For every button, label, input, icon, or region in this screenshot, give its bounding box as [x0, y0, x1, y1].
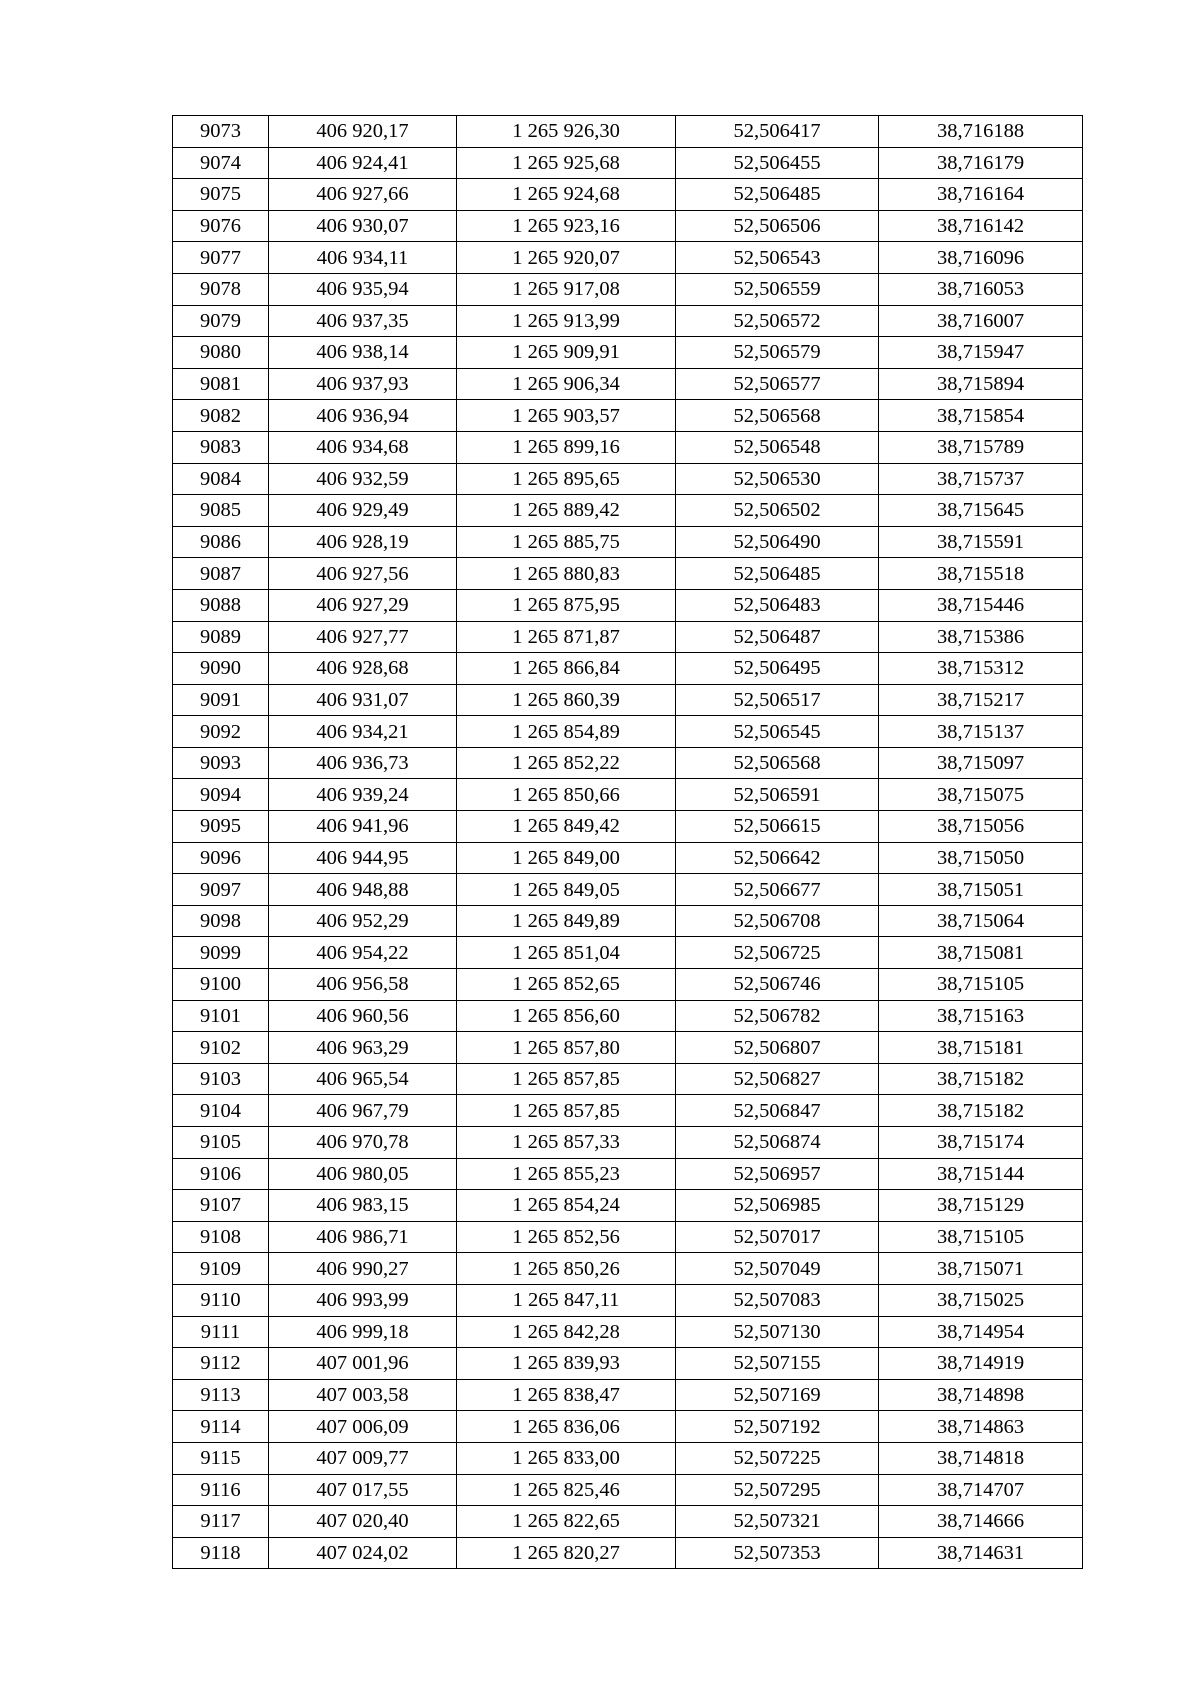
table-row	[173, 1537, 1083, 1569]
latitude-cell: 52,506827	[676, 1063, 879, 1095]
y-coordinate-cell: 1 265 885,75	[457, 526, 676, 558]
table-row	[173, 1095, 1083, 1127]
x-coordinate-cell: 406 934,11	[269, 242, 457, 274]
latitude-cell: 52,507353	[676, 1537, 879, 1569]
longitude-cell: 38,715312	[879, 653, 1083, 685]
table-row	[173, 1063, 1083, 1095]
y-coordinate-cell: 1 265 924,68	[457, 179, 676, 211]
longitude-cell: 38,715071	[879, 1253, 1083, 1285]
y-coordinate-cell: 1 265 917,08	[457, 273, 676, 305]
longitude-cell: 38,715894	[879, 368, 1083, 400]
latitude-cell: 52,506483	[676, 589, 879, 621]
table-row	[173, 495, 1083, 527]
table-row	[173, 1221, 1083, 1253]
x-coordinate-cell: 407 001,96	[269, 1348, 457, 1380]
table-row	[173, 463, 1083, 495]
y-coordinate-cell: 1 265 899,16	[457, 431, 676, 463]
point-number-cell: 9089	[173, 621, 269, 653]
longitude-cell: 38,714631	[879, 1537, 1083, 1569]
table-row	[173, 1474, 1083, 1506]
table-row	[173, 716, 1083, 748]
table-row	[173, 337, 1083, 369]
point-number-cell: 9103	[173, 1063, 269, 1095]
latitude-cell: 52,506568	[676, 400, 879, 432]
x-coordinate-cell: 406 960,56	[269, 1000, 457, 1032]
latitude-cell: 52,506847	[676, 1095, 879, 1127]
table-row	[173, 147, 1083, 179]
y-coordinate-cell: 1 265 923,16	[457, 210, 676, 242]
point-number-cell: 9118	[173, 1537, 269, 1569]
table-row	[173, 1316, 1083, 1348]
y-coordinate-cell: 1 265 857,33	[457, 1127, 676, 1159]
latitude-cell: 52,506725	[676, 937, 879, 969]
point-number-cell: 9117	[173, 1506, 269, 1538]
latitude-cell: 52,506559	[676, 273, 879, 305]
latitude-cell: 52,506874	[676, 1127, 879, 1159]
latitude-cell: 52,506957	[676, 1158, 879, 1190]
x-coordinate-cell: 406 948,88	[269, 874, 457, 906]
x-coordinate-cell: 406 929,49	[269, 495, 457, 527]
point-number-cell: 9073	[173, 116, 269, 148]
point-number-cell: 9093	[173, 747, 269, 779]
x-coordinate-cell: 407 003,58	[269, 1379, 457, 1411]
x-coordinate-cell: 406 935,94	[269, 273, 457, 305]
latitude-cell: 52,506543	[676, 242, 879, 274]
longitude-cell: 38,715181	[879, 1032, 1083, 1064]
x-coordinate-cell: 406 928,19	[269, 526, 457, 558]
longitude-cell: 38,715217	[879, 684, 1083, 716]
table-row	[173, 273, 1083, 305]
longitude-cell: 38,715081	[879, 937, 1083, 969]
y-coordinate-cell: 1 265 857,85	[457, 1095, 676, 1127]
longitude-cell: 38,715025	[879, 1284, 1083, 1316]
x-coordinate-cell: 406 937,35	[269, 305, 457, 337]
latitude-cell: 52,507049	[676, 1253, 879, 1285]
y-coordinate-cell: 1 265 854,24	[457, 1190, 676, 1222]
x-coordinate-cell: 406 944,95	[269, 842, 457, 874]
longitude-cell: 38,715947	[879, 337, 1083, 369]
latitude-cell: 52,506746	[676, 969, 879, 1001]
longitude-cell: 38,716179	[879, 147, 1083, 179]
point-number-cell: 9108	[173, 1221, 269, 1253]
longitude-cell: 38,715064	[879, 905, 1083, 937]
table-row	[173, 210, 1083, 242]
y-coordinate-cell: 1 265 851,04	[457, 937, 676, 969]
latitude-cell: 52,506677	[676, 874, 879, 906]
point-number-cell: 9100	[173, 969, 269, 1001]
longitude-cell: 38,715518	[879, 558, 1083, 590]
table-row	[173, 905, 1083, 937]
x-coordinate-cell: 406 938,14	[269, 337, 457, 369]
table-row	[173, 305, 1083, 337]
point-number-cell: 9080	[173, 337, 269, 369]
y-coordinate-cell: 1 265 852,56	[457, 1221, 676, 1253]
table-row	[173, 1190, 1083, 1222]
table-row	[173, 368, 1083, 400]
latitude-cell: 52,506708	[676, 905, 879, 937]
latitude-cell: 52,506502	[676, 495, 879, 527]
latitude-cell: 52,506615	[676, 811, 879, 843]
point-number-cell: 9085	[173, 495, 269, 527]
point-number-cell: 9097	[173, 874, 269, 906]
longitude-cell: 38,714818	[879, 1442, 1083, 1474]
y-coordinate-cell: 1 265 855,23	[457, 1158, 676, 1190]
table-row	[173, 621, 1083, 653]
x-coordinate-cell: 407 020,40	[269, 1506, 457, 1538]
point-number-cell: 9101	[173, 1000, 269, 1032]
x-coordinate-cell: 406 931,07	[269, 684, 457, 716]
y-coordinate-cell: 1 265 871,87	[457, 621, 676, 653]
point-number-cell: 9110	[173, 1284, 269, 1316]
longitude-cell: 38,714919	[879, 1348, 1083, 1380]
point-number-cell: 9088	[173, 589, 269, 621]
x-coordinate-cell: 406 936,73	[269, 747, 457, 779]
longitude-cell: 38,715051	[879, 874, 1083, 906]
table-row	[173, 811, 1083, 843]
x-coordinate-cell: 406 963,29	[269, 1032, 457, 1064]
x-coordinate-cell: 406 941,96	[269, 811, 457, 843]
table-row	[173, 842, 1083, 874]
y-coordinate-cell: 1 265 854,89	[457, 716, 676, 748]
point-number-cell: 9109	[173, 1253, 269, 1285]
point-number-cell: 9086	[173, 526, 269, 558]
x-coordinate-cell: 406 967,79	[269, 1095, 457, 1127]
x-coordinate-cell: 406 939,24	[269, 779, 457, 811]
longitude-cell: 38,715144	[879, 1158, 1083, 1190]
y-coordinate-cell: 1 265 866,84	[457, 653, 676, 685]
longitude-cell: 38,715129	[879, 1190, 1083, 1222]
y-coordinate-cell: 1 265 852,65	[457, 969, 676, 1001]
point-number-cell: 9087	[173, 558, 269, 590]
y-coordinate-cell: 1 265 926,30	[457, 116, 676, 148]
table-row	[173, 1000, 1083, 1032]
table-row	[173, 969, 1083, 1001]
y-coordinate-cell: 1 265 856,60	[457, 1000, 676, 1032]
longitude-cell: 38,714898	[879, 1379, 1083, 1411]
latitude-cell: 52,506495	[676, 653, 879, 685]
longitude-cell: 38,715591	[879, 526, 1083, 558]
y-coordinate-cell: 1 265 820,27	[457, 1537, 676, 1569]
table-row	[173, 1411, 1083, 1443]
latitude-cell: 52,506782	[676, 1000, 879, 1032]
x-coordinate-cell: 406 936,94	[269, 400, 457, 432]
point-number-cell: 9079	[173, 305, 269, 337]
y-coordinate-cell: 1 265 860,39	[457, 684, 676, 716]
longitude-cell: 38,714863	[879, 1411, 1083, 1443]
table-row	[173, 1379, 1083, 1411]
point-number-cell: 9115	[173, 1442, 269, 1474]
x-coordinate-cell: 406 954,22	[269, 937, 457, 969]
point-number-cell: 9116	[173, 1474, 269, 1506]
table-row	[173, 1127, 1083, 1159]
x-coordinate-cell: 406 956,58	[269, 969, 457, 1001]
y-coordinate-cell: 1 265 875,95	[457, 589, 676, 621]
table-row	[173, 874, 1083, 906]
y-coordinate-cell: 1 265 849,00	[457, 842, 676, 874]
latitude-cell: 52,507130	[676, 1316, 879, 1348]
longitude-cell: 38,715386	[879, 621, 1083, 653]
x-coordinate-cell: 406 934,68	[269, 431, 457, 463]
latitude-cell: 52,507192	[676, 1411, 879, 1443]
latitude-cell: 52,507083	[676, 1284, 879, 1316]
point-number-cell: 9091	[173, 684, 269, 716]
longitude-cell: 38,715105	[879, 969, 1083, 1001]
x-coordinate-cell: 406 999,18	[269, 1316, 457, 1348]
y-coordinate-cell: 1 265 839,93	[457, 1348, 676, 1380]
latitude-cell: 52,506985	[676, 1190, 879, 1222]
latitude-cell: 52,507295	[676, 1474, 879, 1506]
x-coordinate-cell: 407 009,77	[269, 1442, 457, 1474]
y-coordinate-cell: 1 265 913,99	[457, 305, 676, 337]
point-number-cell: 9114	[173, 1411, 269, 1443]
point-number-cell: 9092	[173, 716, 269, 748]
x-coordinate-cell: 406 927,56	[269, 558, 457, 590]
longitude-cell: 38,715137	[879, 716, 1083, 748]
point-number-cell: 9090	[173, 653, 269, 685]
y-coordinate-cell: 1 265 889,42	[457, 495, 676, 527]
y-coordinate-cell: 1 265 920,07	[457, 242, 676, 274]
y-coordinate-cell: 1 265 822,65	[457, 1506, 676, 1538]
table-row	[173, 937, 1083, 969]
point-number-cell: 9113	[173, 1379, 269, 1411]
latitude-cell: 52,506517	[676, 684, 879, 716]
longitude-cell: 38,715182	[879, 1063, 1083, 1095]
point-number-cell: 9084	[173, 463, 269, 495]
point-number-cell: 9105	[173, 1127, 269, 1159]
table-row	[173, 1284, 1083, 1316]
y-coordinate-cell: 1 265 849,42	[457, 811, 676, 843]
point-number-cell: 9096	[173, 842, 269, 874]
longitude-cell: 38,716164	[879, 179, 1083, 211]
table-row	[173, 558, 1083, 590]
x-coordinate-cell: 407 006,09	[269, 1411, 457, 1443]
point-number-cell: 9111	[173, 1316, 269, 1348]
point-number-cell: 9095	[173, 811, 269, 843]
y-coordinate-cell: 1 265 925,68	[457, 147, 676, 179]
x-coordinate-cell: 406 965,54	[269, 1063, 457, 1095]
table-row	[173, 779, 1083, 811]
x-coordinate-cell: 406 980,05	[269, 1158, 457, 1190]
table-row	[173, 1253, 1083, 1285]
latitude-cell: 52,507169	[676, 1379, 879, 1411]
latitude-cell: 52,506572	[676, 305, 879, 337]
point-number-cell: 9104	[173, 1095, 269, 1127]
y-coordinate-cell: 1 265 849,89	[457, 905, 676, 937]
x-coordinate-cell: 406 983,15	[269, 1190, 457, 1222]
latitude-cell: 52,506490	[676, 526, 879, 558]
x-coordinate-cell: 406 993,99	[269, 1284, 457, 1316]
y-coordinate-cell: 1 265 909,91	[457, 337, 676, 369]
y-coordinate-cell: 1 265 825,46	[457, 1474, 676, 1506]
y-coordinate-cell: 1 265 857,80	[457, 1032, 676, 1064]
point-number-cell: 9081	[173, 368, 269, 400]
longitude-cell: 38,714954	[879, 1316, 1083, 1348]
x-coordinate-cell: 406 930,07	[269, 210, 457, 242]
point-number-cell: 9076	[173, 210, 269, 242]
longitude-cell: 38,716096	[879, 242, 1083, 274]
y-coordinate-cell: 1 265 857,85	[457, 1063, 676, 1095]
x-coordinate-cell: 406 970,78	[269, 1127, 457, 1159]
point-number-cell: 9082	[173, 400, 269, 432]
longitude-cell: 38,716188	[879, 116, 1083, 148]
latitude-cell: 52,506548	[676, 431, 879, 463]
point-number-cell: 9094	[173, 779, 269, 811]
table-row	[173, 1506, 1083, 1538]
y-coordinate-cell: 1 265 836,06	[457, 1411, 676, 1443]
longitude-cell: 38,715075	[879, 779, 1083, 811]
x-coordinate-cell: 406 920,17	[269, 116, 457, 148]
y-coordinate-cell: 1 265 895,65	[457, 463, 676, 495]
point-number-cell: 9099	[173, 937, 269, 969]
latitude-cell: 52,506807	[676, 1032, 879, 1064]
x-coordinate-cell: 406 928,68	[269, 653, 457, 685]
x-coordinate-cell: 406 927,66	[269, 179, 457, 211]
latitude-cell: 52,506579	[676, 337, 879, 369]
y-coordinate-cell: 1 265 842,28	[457, 1316, 676, 1348]
x-coordinate-cell: 406 932,59	[269, 463, 457, 495]
longitude-cell: 38,716053	[879, 273, 1083, 305]
point-number-cell: 9074	[173, 147, 269, 179]
latitude-cell: 52,506591	[676, 779, 879, 811]
longitude-cell: 38,715174	[879, 1127, 1083, 1159]
table-row	[173, 1348, 1083, 1380]
point-number-cell: 9102	[173, 1032, 269, 1064]
x-coordinate-cell: 406 927,77	[269, 621, 457, 653]
table-row	[173, 1442, 1083, 1474]
y-coordinate-cell: 1 265 838,47	[457, 1379, 676, 1411]
y-coordinate-cell: 1 265 833,00	[457, 1442, 676, 1474]
latitude-cell: 52,506417	[676, 116, 879, 148]
y-coordinate-cell: 1 265 850,26	[457, 1253, 676, 1285]
latitude-cell: 52,506485	[676, 179, 879, 211]
point-number-cell: 9075	[173, 179, 269, 211]
x-coordinate-cell: 406 952,29	[269, 905, 457, 937]
y-coordinate-cell: 1 265 849,05	[457, 874, 676, 906]
point-number-cell: 9098	[173, 905, 269, 937]
longitude-cell: 38,714666	[879, 1506, 1083, 1538]
latitude-cell: 52,507321	[676, 1506, 879, 1538]
longitude-cell: 38,715645	[879, 495, 1083, 527]
longitude-cell: 38,715789	[879, 431, 1083, 463]
table-row	[173, 400, 1083, 432]
table-row	[173, 747, 1083, 779]
y-coordinate-cell: 1 265 880,83	[457, 558, 676, 590]
coordinates-table	[172, 115, 1083, 1569]
latitude-cell: 52,507225	[676, 1442, 879, 1474]
latitude-cell: 52,506455	[676, 147, 879, 179]
latitude-cell: 52,506485	[676, 558, 879, 590]
y-coordinate-cell: 1 265 852,22	[457, 747, 676, 779]
longitude-cell: 38,716007	[879, 305, 1083, 337]
coordinates-table-body	[173, 116, 1083, 1569]
table-row	[173, 179, 1083, 211]
table-row	[173, 242, 1083, 274]
table-row	[173, 526, 1083, 558]
x-coordinate-cell: 407 024,02	[269, 1537, 457, 1569]
x-coordinate-cell: 406 937,93	[269, 368, 457, 400]
table-row	[173, 684, 1083, 716]
longitude-cell: 38,715056	[879, 811, 1083, 843]
longitude-cell: 38,714707	[879, 1474, 1083, 1506]
point-number-cell: 9078	[173, 273, 269, 305]
longitude-cell: 38,716142	[879, 210, 1083, 242]
table-row	[173, 589, 1083, 621]
y-coordinate-cell: 1 265 906,34	[457, 368, 676, 400]
longitude-cell: 38,715163	[879, 1000, 1083, 1032]
longitude-cell: 38,715050	[879, 842, 1083, 874]
latitude-cell: 52,506545	[676, 716, 879, 748]
latitude-cell: 52,506568	[676, 747, 879, 779]
table-row	[173, 1032, 1083, 1064]
latitude-cell: 52,507155	[676, 1348, 879, 1380]
point-number-cell: 9106	[173, 1158, 269, 1190]
latitude-cell: 52,506506	[676, 210, 879, 242]
x-coordinate-cell: 406 934,21	[269, 716, 457, 748]
longitude-cell: 38,715446	[879, 589, 1083, 621]
point-number-cell: 9112	[173, 1348, 269, 1380]
latitude-cell: 52,507017	[676, 1221, 879, 1253]
x-coordinate-cell: 406 990,27	[269, 1253, 457, 1285]
x-coordinate-cell: 406 986,71	[269, 1221, 457, 1253]
y-coordinate-cell: 1 265 903,57	[457, 400, 676, 432]
table-row	[173, 431, 1083, 463]
point-number-cell: 9077	[173, 242, 269, 274]
table-row	[173, 1158, 1083, 1190]
x-coordinate-cell: 406 927,29	[269, 589, 457, 621]
latitude-cell: 52,506577	[676, 368, 879, 400]
longitude-cell: 38,715854	[879, 400, 1083, 432]
x-coordinate-cell: 406 924,41	[269, 147, 457, 179]
longitude-cell: 38,715737	[879, 463, 1083, 495]
point-number-cell: 9083	[173, 431, 269, 463]
longitude-cell: 38,715182	[879, 1095, 1083, 1127]
longitude-cell: 38,715105	[879, 1221, 1083, 1253]
table-row	[173, 116, 1083, 148]
y-coordinate-cell: 1 265 847,11	[457, 1284, 676, 1316]
latitude-cell: 52,506487	[676, 621, 879, 653]
longitude-cell: 38,715097	[879, 747, 1083, 779]
x-coordinate-cell: 407 017,55	[269, 1474, 457, 1506]
point-number-cell: 9107	[173, 1190, 269, 1222]
table-row	[173, 653, 1083, 685]
latitude-cell: 52,506642	[676, 842, 879, 874]
latitude-cell: 52,506530	[676, 463, 879, 495]
y-coordinate-cell: 1 265 850,66	[457, 779, 676, 811]
